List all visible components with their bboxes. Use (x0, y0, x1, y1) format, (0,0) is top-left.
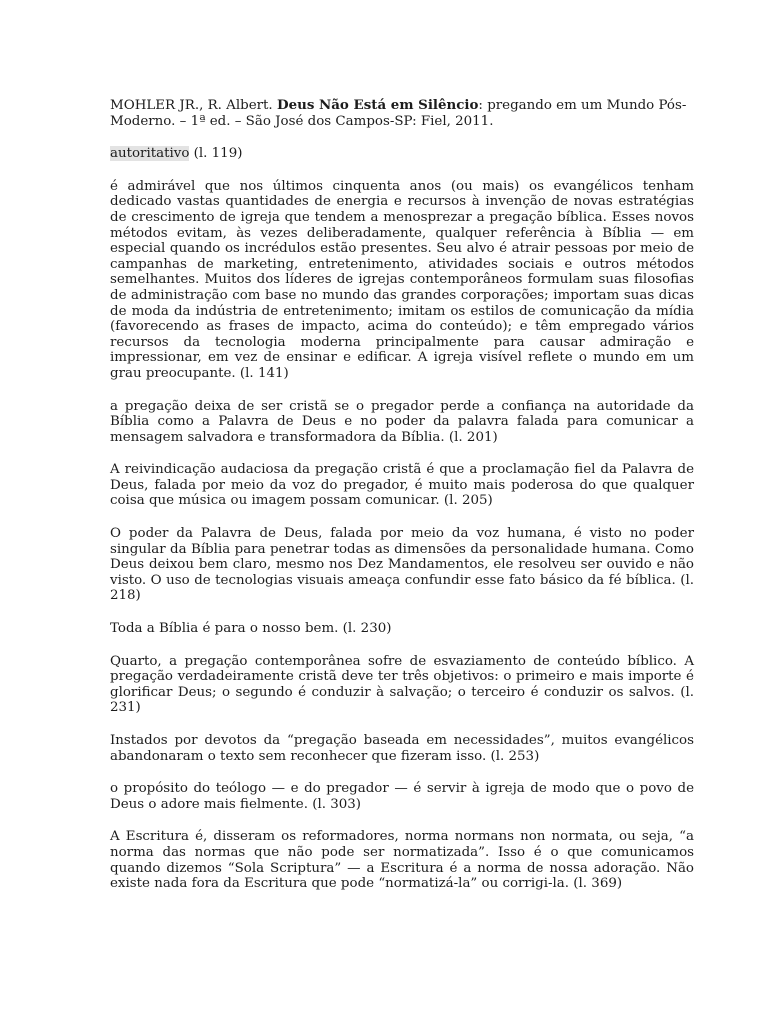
quote-paragraph-5: Toda a Bíblia é para o nosso bem. (l. 230) (110, 621, 392, 637)
quote-paragraph-3: A reivindicação audaciosa da pregação cristã é que a proclamação fiel da Palavra de Deus, falada por meio da voz do pregador, é muito mais poderosa do que qualquer coisa que música ou imagem possam comunicar. (l. 205) (110, 462, 694, 509)
keyword-line (110, 146, 694, 162)
citation-author: MOHLER JR., R. Albert. (110, 98, 273, 113)
quote-paragraph-2: a pregação deixa de ser cristã se o pregador perde a confiança na autoridade da Bíblia como a Palavra de Deus e no poder da palavra falada para comunicar a mensagem salvadora e transformadora da Bíblia. (l. 201) (110, 398, 694, 445)
keyword-reference: (l. 119) (189, 146, 243, 162)
quote-paragraph-8: o propósito do teólogo — e do pregador — é servir à igreja de modo que o povo de Deus o adore mais fielmente. (l. 303) (110, 781, 694, 812)
quote-paragraph-7: Instados por devotos da “pregação baseada em necessidades”, muitos evangélicos abandonaram o texto sem reconhecer que fizeram isso. (l. 253) (110, 733, 694, 764)
bibliographic-citation (110, 98, 694, 129)
highlighted-keyword: autoritativo (110, 146, 190, 162)
quote-paragraph-6: Quarto, a pregação contemporânea sofre de esvaziamento de conteúdo bíblico. A pregação verdadeiramente cristã deve ter três objetivos: o primeiro e mais importe é glorificar Deus; o segundo é conduzir à salvação; o terceiro é conduzir os salvos. (l. 231) (110, 653, 694, 716)
quote-paragraph-4: O poder da Palavra de Deus, falada por meio da voz humana, é visto no poder singular da Bíblia para penetrar todas as dimensões da personalidade humana. Como Deus deixou bem claro, mesmo nos Dez Mandamentos, ele resolveu ser ouvido e não visto. O uso de tecnologias visuais ameaça confundir esse fato básico da fé bíblica. (l. 218) (110, 526, 694, 604)
quote-paragraph-1: é admirável que nos últimos cinquenta anos (ou mais) os evangélicos tenham dedicado vastas quantidades de energia e recursos à invenção de novas estratégias de crescimento de igreja que tendem a menosprezar a pregação bíblica. Esses novos métodos evitam, às vezes deliberadamente, qualquer referência à Bíblia — em especial quando os incrédulos estão presentes. Seu alvo é atrair pessoas por meio de campanhas de marketing, entretenimento, atividades sociais e outros métodos semelhantes. Muitos dos líderes de igrejas contemporâneos formulam suas filosofias de administração com base no mundo das grandes corporações; importam suas dicas de moda da indústria de entretenimento; imitam os estilos de comunicação da mídia (favorecendo as frases de impacto, acima do conteúdo); e têm empregado vários recursos da tecnologia moderna principalmente para causar admiração e impressionar, em vez de ensinar e edificar. A igreja visível reflete o mundo em um grau preocupante. (l. 141) (110, 178, 694, 381)
document-page (110, 98, 694, 909)
quote-paragraph-9: A Escritura é, disseram os reformadores, norma normans non normata, ou seja, “a norma das normas que não pode ser normatizada”. Isso é o que comunicamos quando dizemos “Sola Scriptura” — a Escritura é a norma de nossa adoração. Não existe nada fora da Escritura que pode “normatizá-la” ou corrigi-la. (l. 369) (110, 829, 694, 892)
citation-details: : pregando em um Mundo Pós-Moderno. – 1ª ed. – São José dos Campos-SP: Fiel, 2011. (110, 98, 687, 129)
citation-title: Deus Não Está em Silêncio (276, 97, 479, 113)
